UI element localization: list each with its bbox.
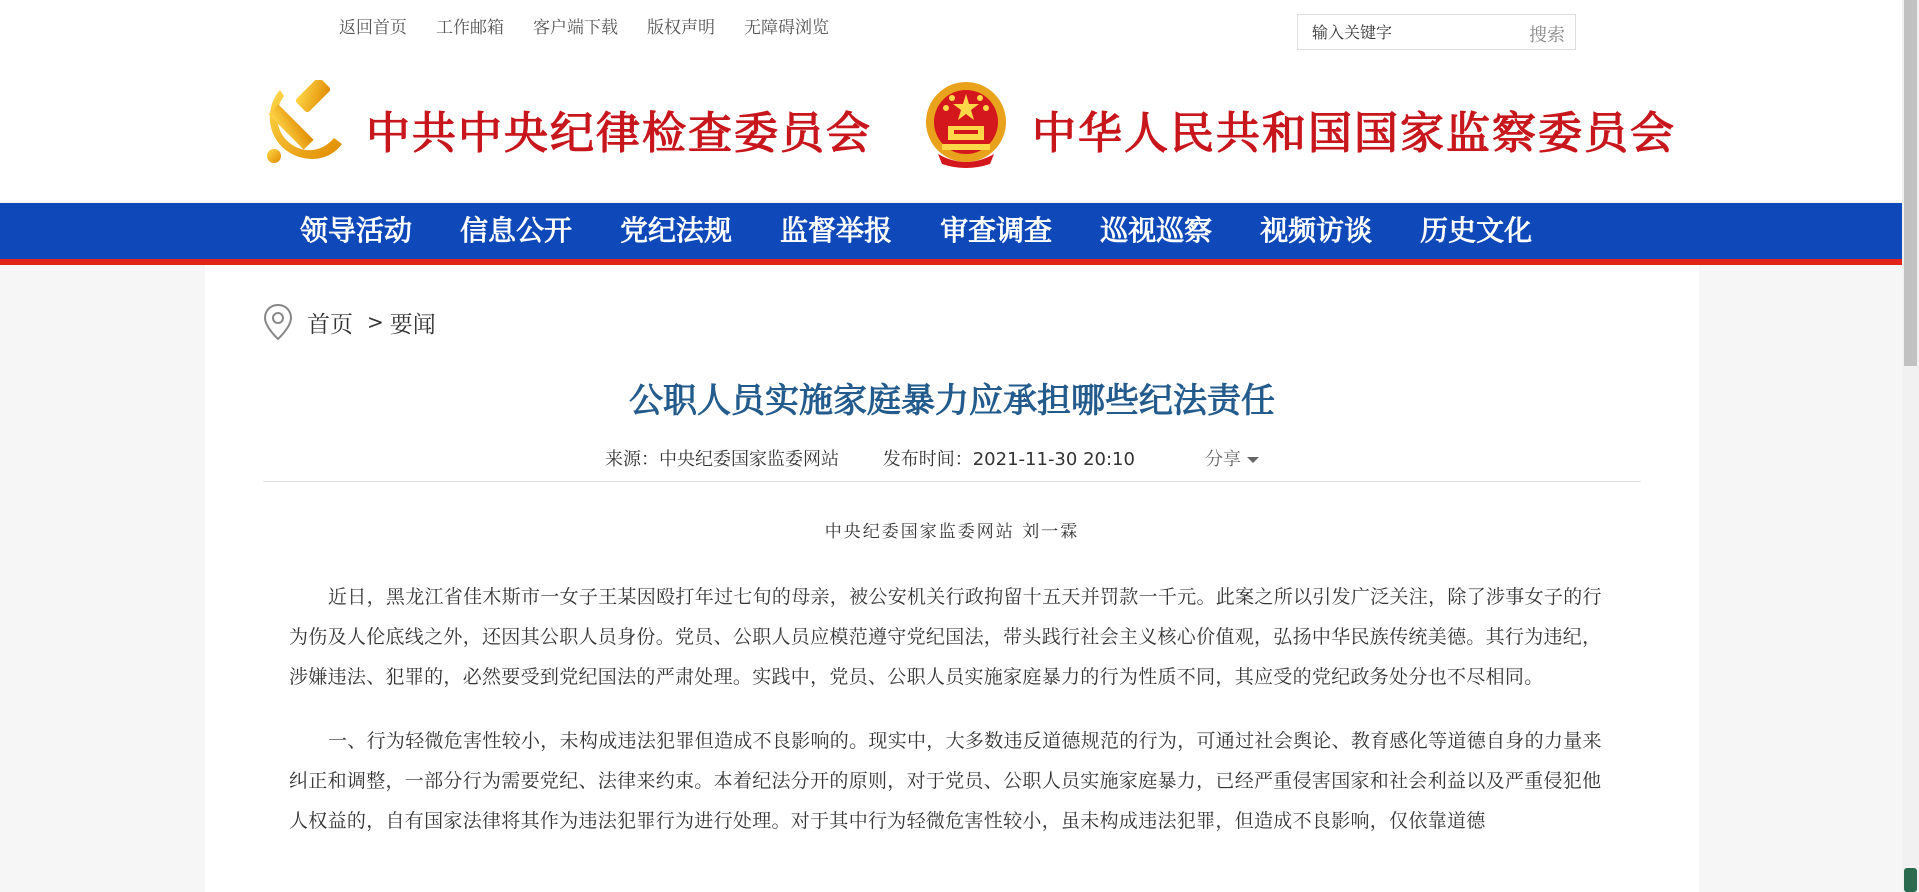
breadcrumb (263, 303, 436, 341)
article-title: 公职人员实施家庭暴力应承担哪些纪法责任 (629, 381, 1275, 421)
divider (263, 481, 1641, 482)
article-source: 来源：中央纪委国家监委网站 (605, 449, 839, 470)
nav-item-video-interviews[interactable]: 视频访谈 (1260, 214, 1373, 247)
article-publish-time: 发布时间：2021-11-30 20:10 (882, 449, 1135, 470)
article-author: 中央纪委国家监委网站 刘一霖 (824, 522, 1080, 542)
nav-item-history-culture[interactable]: 历史文化 (1420, 214, 1533, 247)
nav-item-inspection[interactable]: 巡视巡察 (1100, 214, 1213, 247)
breadcrumb-home[interactable]: 首页 (307, 311, 353, 338)
article-paragraph: 近日，黑龙江省佳木斯市一女子王某因殴打年过七旬的母亲，被公安机关行政拘留十五天并罚款一千元。此案之所以引发广泛关注，除了涉事女子的行为伤及人伦底线之外，还因其公职人员身份。党员、公职人员应模范遵守党纪国法，带头践行社会主义核心价值观，弘扬中华民族传统美德。其行为违纪，涉嫌违法、犯罪的，必然要受到党纪国法的严肃处理。实践中，党员、公职人员实施家庭暴力的行为性质不同，其应受的党纪政务处分也不尽相同。 (289, 586, 1602, 688)
main-nav (0, 203, 1902, 265)
article-body (289, 577, 1610, 865)
scroll-to-bottom-icon[interactable] (1904, 868, 1917, 892)
national-emblem-icon (924, 78, 1008, 168)
share-button[interactable] (1205, 445, 1259, 471)
nav-item-leadership[interactable]: 领导活动 (300, 214, 413, 247)
page-scrollbar[interactable] (1902, 0, 1919, 892)
article-paragraph: 一、行为轻微危害性较小，未构成违法犯罪但造成不良影响的。现实中，大多数违反道德规范的行为，可通过社会舆论、教育感化等道德自身的力量来纠正和调整，一部分行为需要党纪、法律来约束。本着纪法分开的原则，对于党员、公职人员实施家庭暴力，已经严重侵害国家和社会利益以及严重侵犯他人权益的，自有国家法律将其作为违法犯罪行为进行处理。对于其中行为轻微危害性较小，虽未构成违法犯罪，但造成不良影响，仅依靠道德 (289, 730, 1602, 832)
toplink-home[interactable]: 返回首页 (339, 18, 407, 38)
nav-item-party-regulations[interactable]: 党纪法规 (620, 214, 733, 247)
search-box (1297, 14, 1576, 50)
breadcrumb-separator: > (367, 310, 384, 334)
share-label: 分享 (1205, 449, 1241, 470)
search-button[interactable]: 搜索 (1529, 25, 1565, 46)
search-input[interactable] (1312, 21, 1512, 43)
party-emblem-icon (262, 80, 344, 166)
location-pin-icon (263, 303, 293, 341)
toplink-copyright[interactable]: 版权声明 (647, 18, 715, 38)
nav-item-investigation[interactable]: 审查调查 (940, 214, 1053, 247)
article-meta (605, 445, 1135, 471)
nav-item-info-disclosure[interactable]: 信息公开 (460, 214, 573, 247)
scrollbar-thumb[interactable] (1904, 0, 1917, 366)
org-name-nsc: 中华人民共和国国家监察委员会 (1032, 108, 1676, 159)
top-links (339, 16, 858, 40)
org-name-ccdi: 中共中央纪律检查委员会 (366, 108, 872, 159)
toplink-accessibility[interactable]: 无障碍浏览 (744, 18, 829, 38)
toplink-mail[interactable]: 工作邮箱 (436, 18, 504, 38)
article-container (205, 265, 1699, 892)
chevron-down-icon (1247, 457, 1259, 463)
nav-item-supervision-report[interactable]: 监督举报 (780, 214, 893, 247)
header-area (0, 0, 1902, 202)
toplink-client-download[interactable]: 客户端下载 (533, 18, 618, 38)
breadcrumb-current[interactable]: 要闻 (389, 311, 436, 338)
